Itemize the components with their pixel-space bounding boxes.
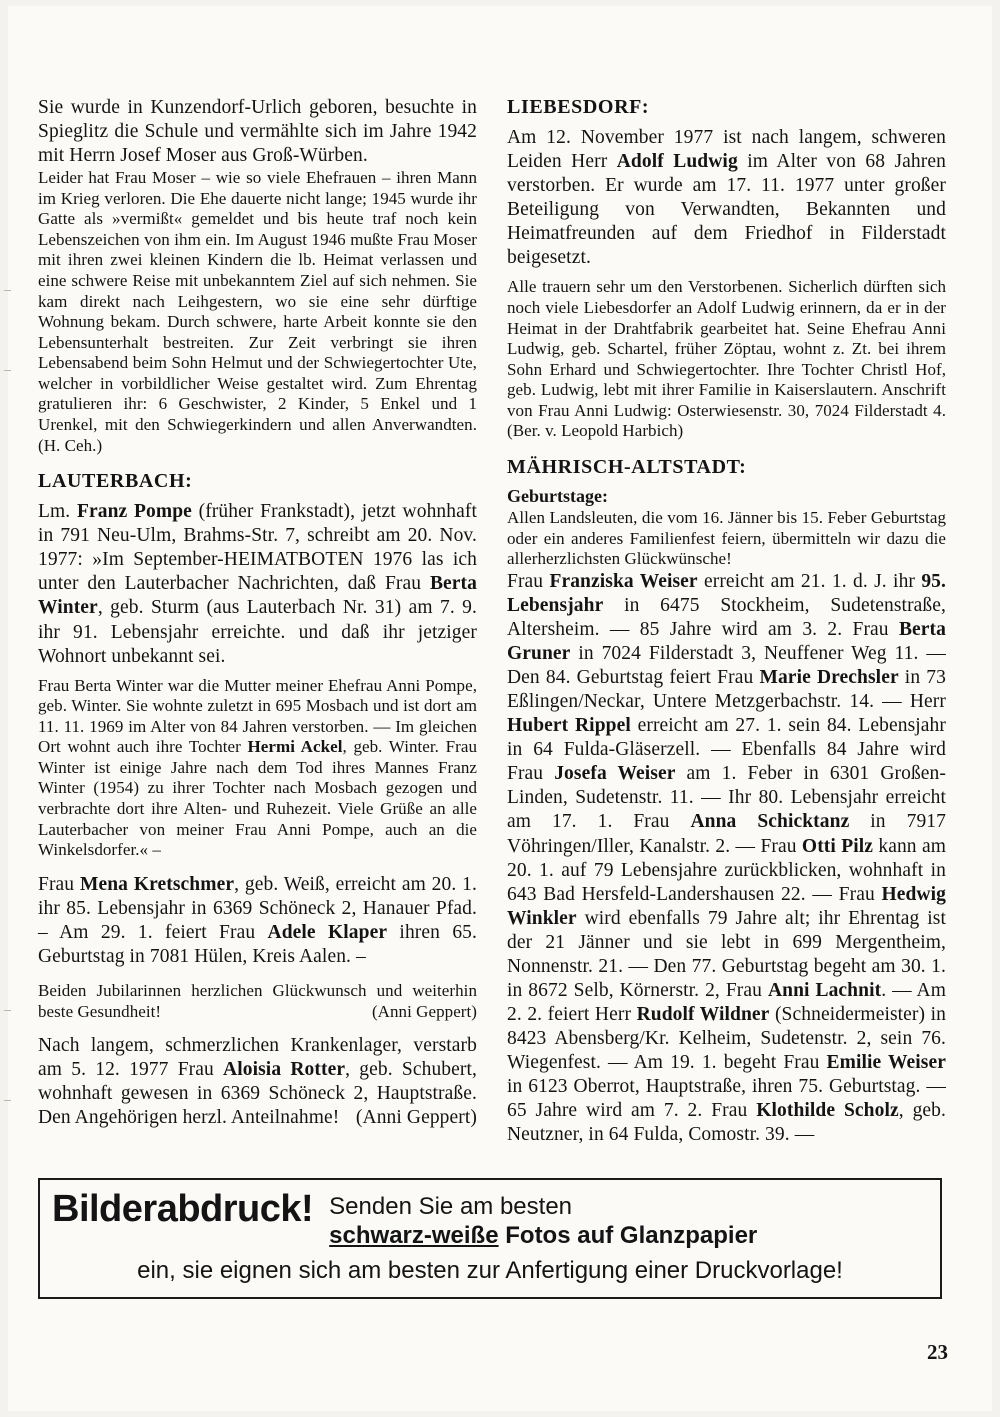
article-body	[38, 96, 946, 1148]
ad-underlined-text: schwarz-weiße	[329, 1222, 499, 1250]
rotter-signature: (Anni Geppert)	[355, 1107, 477, 1129]
adolf-ludwig-name: Adolf Ludwig	[616, 151, 738, 173]
paragraph-berta-winter	[38, 676, 477, 861]
ad-bold-text: Fotos auf Glanzpapier	[498, 1222, 758, 1250]
birthday-name: Emilie Weiser	[826, 1052, 946, 1074]
birthday-text: (Schneidermeister) in 8423 Abensberg/Kr. Kelheim, Sudetenstr. 2, sein 76. Wiegenfest. — Am 19. 1. begeht Frau	[507, 1004, 946, 1074]
ad-line-1b	[329, 1221, 757, 1250]
rotter-text-a: Nach langem, schmerzlichen Krankenlager, verstarb am 5. 12. 1977 Frau	[38, 1035, 477, 1081]
rotter-name: Aloisia Rotter	[223, 1059, 346, 1081]
ludwig-text-a: Am 12. November 1977 ist nach langem, schweren Leiden Herr	[507, 127, 946, 173]
winter-text-b: , geb. Winter. Frau Winter ist einige Jahre nach dem Tod ihres Mannes Franz Winter (1954) zu ihrer Tochter nach Mosbach gezogen und verbrachte dort ihre Alten- und Ruhezeit. Viele Grüße an alle Lauterbacher von meiner Frau Anni Pompe, auch an die Winkelsdorfer.« –	[38, 737, 477, 860]
birthday-name: Anni Lachnit	[767, 979, 882, 1001]
kretschmer-text: , geb. Weiß, erreicht am 20. 1. ihr 85. Lebensjahr in 6369 Schöneck 2, Hanauer Pfad. – Am 29. 1. feiert Frau	[38, 873, 477, 943]
birthday-name: Anna Schicktanz	[690, 811, 850, 833]
paragraph-moser-intro: Sie wurde in Kunzendorf-Urlich geboren, besuchte in Spieglitz die Schule und vermählte sich im Jahre 1942 mit Herrn Josef Moser aus Groß-Würben.	[38, 97, 477, 167]
birthday-text: Frau	[507, 570, 550, 592]
advertisement-box	[38, 1178, 942, 1299]
birthday-text: in 7024 Filderstadt 3, Neuffener Weg 11. — Den 84. Geburtstag feiert Frau	[507, 642, 946, 688]
birthday-text: erreicht am 21. 1. d. J. ihr	[697, 570, 922, 592]
birthday-name: Otti Pilz	[801, 835, 874, 857]
paragraph-ludwig-death	[507, 126, 946, 270]
hermi-ackel-name: Hermi Ackel	[247, 737, 343, 757]
glueckwunsch-text: Beiden Jubilarinnen herzlichen Glückwunsch und weiterhin beste Gesundheit!	[38, 981, 477, 1021]
birthday-text: in 73 Eßlingen/Neckar, Untere Metzgerbachstr. 14. — Herr	[507, 666, 946, 713]
page-number: 23	[927, 1340, 948, 1364]
birthday-text: wird ebenfalls 79 Jahre alt; ihr Ehrentag ist der 21 Jänner und sie lebt in 699 Mergentheim, Nonnenstr. 21. — Den 77. Geburtstag begeht am 30. 1. in 8672 Selb, Körnerstr. 2, Frau	[507, 907, 946, 1001]
left-column	[38, 96, 477, 1130]
ad-text-block	[329, 1190, 757, 1251]
birthday-name: 95. Lebensjahr	[507, 570, 946, 616]
paragraph-birthday-list	[507, 570, 946, 1148]
paragraph-kretschmer-klaper	[38, 873, 477, 969]
birthday-text: kann am 20. 1. auf 79 Lebensjahre zurückblicken, wohnhaft in 643 Bad Hersfeld-Landershausen 22. — Frau	[507, 835, 947, 905]
paragraph-pompe	[38, 500, 477, 669]
paragraph-moser-life: Leider hat Frau Moser – wie so viele Ehefrauen – ihren Mann im Krieg verloren. Die Ehe dauerte nicht lange; 1945 wurde ihr Gatte als »vermißt« gemeldet und bis heute traf noch kein Lebenszeichen von ihm ein. Im August 1946 mußte Frau Moser mit ihren zwei kleinen Kindern die lb. Heimat verlassen und eine schwere Reise mit unbekanntem Ziel auf sich nehmen. Sie kam direkt nach Leihgestern, wo sie eine sehr dürftige Wohnung bekam. Durch schwere, harte Arbeit konnte sie den Lebensunterhalt bestreiten. Zur Zeit verbringt sie ihren Lebensabend beim Sohn Helmut und der Schwiegertochter Ute, welcher in vorbildlicher Weise gestaltet wird. Zum Ehrentag gratulieren ihr: 6 Geschwister, 2 Kinder, 5 Enkel und 1 Urenkel, mit den Schwiegerkindern und allen Anverwandten. (H. Ceh.)	[38, 168, 477, 455]
pompe-text-end: , geb. Sturm (aus Lauterbach Nr. 31) am 7. 9. ihr 91. Lebensjahr erreichte. und daß ihr jetziger Wohnort unbekannt sei.	[38, 597, 477, 667]
paragraph-rotter	[38, 1034, 477, 1130]
birthday-text: am 1. Feber in 6301 Großen-Linden, Sudetenstr. 11. — Ihr 80. Lebensjahr erreicht am 17. 1. Frau	[507, 763, 946, 833]
section-heading-liebesdorf: LIEBESDORF:	[507, 96, 650, 118]
ad-title: Bilderabdruck!	[52, 1188, 314, 1230]
klaper-text: ihren 65. Geburtstag in 7081 Hülen, Kreis Aalen. –	[38, 921, 477, 967]
ad-line-2: ein, sie eignen sich am besten zur Anfertigung einer Druckvorlage!	[137, 1256, 843, 1284]
ludwig-text-b: im Alter von 68 Jahren verstorben. Er wurde am 17. 11. 1977 unter großer Beteiligung von Verwandten, Bekannten und Heimatfreunden auf dem Friedhof in Filderstadt beigesetzt.	[507, 151, 946, 269]
paragraph-glueckwunsch	[38, 981, 477, 1022]
birthday-text: in 7917 Vöhringen/Iller, Kanalstr. 2. — Frau	[507, 811, 946, 857]
klaper-name: Adele Klaper	[267, 921, 388, 943]
birthday-text: , geb. Neutzner, in 64 Fulda, Comostr. 39. —	[507, 1100, 946, 1146]
kretschmer-prefix: Frau	[38, 873, 80, 895]
glueckwunsch-signature: (Anni Geppert)	[371, 1001, 477, 1021]
winter-text-a: Frau Berta Winter war die Mutter meiner Ehefrau Anni Pompe, geb. Winter. Sie wohnte zuletzt in 695 Mosbach und ist dort am 11. 11. 1969 im Alter von 84 Jahren verstorben. — Im gleichen Ort wohnt auch ihre Tochter	[38, 675, 477, 757]
pompe-name: Franz Pompe	[76, 501, 192, 523]
subheading-geburtstage: Geburtstage:	[507, 485, 608, 506]
birthday-name: Rudolf Wildner	[636, 1004, 770, 1026]
birthday-name: Hubert Rippel	[507, 715, 631, 737]
ad-line-1a: Senden Sie am besten	[329, 1193, 573, 1220]
berta-winter-name: Berta Winter	[38, 573, 477, 619]
birthday-name: Berta Gruner	[507, 618, 946, 664]
rotter-text-b: , geb. Schubert, wohnhaft gewesen in 6369 Schöneck 2, Hauptstraße. Den Angehörigen herzl. Anteilnahme!	[38, 1059, 477, 1129]
scan-edge-marks	[0, 0, 14, 1417]
kretschmer-name: Mena Kretschmer	[79, 873, 235, 895]
paragraph-ludwig-family: Alle trauern sehr um den Verstorbenen. Sicherlich dürften sich noch viele Liebesdorfer an Adolf Ludwig erinnern, da er in der Heimat in der Drahtfabrik gearbeitet hat. Seine Ehefrau Anni Ludwig, geb. Schartel, früher Zöptau, wohnt z. Zt. bei ihrem Sohn Erhard und Schwiegertochter. Ihre Tochter Christl Hof, geb. Ludwig, lebt mit ihrer Familie in Kaiserslautern. Anschrift von Frau Anni Ludwig: Osterwiesenstr. 30, 7024 Filderstadt 4. (Ber. v. Leopold Harbich)	[507, 277, 946, 441]
right-column	[507, 96, 946, 1148]
birthday-text: . — Am 2. 2. feiert Herr	[507, 979, 947, 1026]
pompe-prefix: Lm.	[38, 501, 77, 523]
pompe-text: (früher Frankstadt), jetzt wohnhaft in 791 Neu-Ulm, Brahms-Str. 7, schreibt am 20. Nov. 1977: »Im September-HEIMATBOTEN 1976 las ich unter den Lauterbacher Nachrichten, daß Frau	[38, 501, 477, 595]
birthday-name: Hedwig Winkler	[507, 883, 946, 929]
birthday-text: erreicht am 27. 1. sein 84. Lebensjahr in 64 Fulda-Gläserzell. — Ebenfalls 84 Jahre wird Frau	[507, 715, 946, 785]
birthday-name: Marie Drechsler	[759, 666, 899, 688]
paragraph-geburtstage-intro: Allen Landsleuten, die vom 16. Jänner bis 15. Feber Geburtstag oder ein anderes Familienfest feiern, übermitteln wir dazu die allerherzlichsten Glückwünsche!	[507, 507, 946, 569]
birthday-name: Franziska Weiser	[549, 570, 698, 592]
birthday-text: in 6475 Stockheim, Sudetenstraße, Altersheim. — 85 Jahre wird am 3. 2. Frau	[507, 594, 946, 640]
section-heading-lauterbach: LAUTERBACH:	[38, 470, 193, 493]
section-heading-maehrisch-altstadt: MÄHRISCH-ALTSTADT:	[507, 455, 747, 478]
birthday-name: Klothilde Scholz	[756, 1100, 899, 1122]
birthday-text: in 6123 Oberrot, Hauptstraße, ihren 75. Geburtstag. — 65 Jahre wird am 7. 2. Frau	[507, 1076, 946, 1122]
birthday-name: Josefa Weiser	[554, 763, 676, 785]
